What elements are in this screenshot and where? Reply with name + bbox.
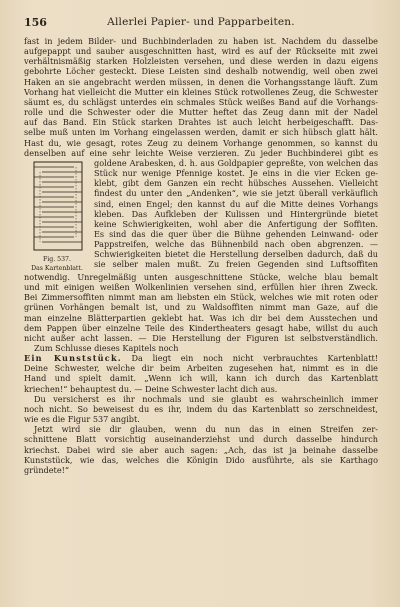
text-line: Haken an sie angebracht werden müssen, in denen die Vorhangsstange läuft. Zum [24, 76, 378, 87]
text-line: wie es die Figur 537 angibt. [24, 414, 140, 425]
body-text [24, 36, 378, 475]
text-line: Jetzt wird sie dir glauben, wenn du nun das in einen Streifen zer- [34, 424, 378, 435]
text-line: selbe muß unten im Vorhang eingelassen werden, damit er sich hübsch glatt hält. [24, 127, 378, 138]
text-line: findest du unter den „Andenken“, wie sie jetzt überall verkäuflich [94, 188, 378, 199]
text-line: keine Schwierigkeiten, wohl aber die Anfertigung der Soffiten. [94, 218, 378, 229]
text-line: noch nicht. So beweisest du es ihr, indem du das Kartenblatt so zerschneidest, [24, 403, 378, 414]
text-line: notwendig. Unregelmäßig unten ausgeschnittene Stücke, welche blau bemalt [24, 271, 378, 282]
page-header [24, 14, 378, 36]
running-head: Allerlei Papier- und Papparbeiten. [107, 16, 295, 28]
text-line: und mit einigen weißen Wolkenlinien versehen sind, erfüllen hier ihren Zweck. [24, 282, 378, 293]
paragraph-bottom [24, 272, 378, 475]
text-line: Es sind das die quer über die Bühne gehenden Leinwand- oder [94, 228, 378, 239]
text-line: Zum Schlusse dieses Kapitels noch [34, 342, 179, 353]
text-line: gründete!“ [24, 464, 70, 475]
heading-line-text: Da liegt ein noch nicht verbrauchtes Kartenblatt! [131, 353, 378, 364]
text-line: dem Pappen über einzelne Teile des Kindertheaters gesagt habe, willst du auch [24, 322, 378, 333]
section-heading-line [24, 353, 378, 363]
text-line: Vorhang hat vielleicht die Mutter ein kleines Stück rotwollenes Zeug, die Schwester [24, 86, 378, 97]
text-line: man einzelne Blätterpartien geklebt hat. Was ich dir bei dem Ausstechen und [24, 312, 378, 323]
text-line: grünen Vorhängen bemalt ist, und zu Waldsoffiten nimmt man Gaze, auf die [24, 302, 378, 313]
text-line: kriechst. Dabei wird sie aber auch sagen: „Ach, das ist ja beinahe dasselbe [24, 444, 378, 455]
text-line: goldene Arabesken, d. h. aus Goldpapier gepreßte, von welchen das [94, 157, 378, 168]
text-line: Du versicherst es ihr nochmals und sie glaubt es wahrscheinlich immer [34, 393, 378, 404]
text-line: Kunststück, wie das, welches die Königin Dido ausführte, als sie Karthago [24, 454, 378, 465]
text-line: gebohrte Löcher gesteckt. Diese Leisten sind deshalb notwendig, weil oben zwei [24, 66, 378, 77]
section-heading: Ein Kunststück. [24, 353, 122, 364]
text-line: denselben auf eine sehr leichte Weise verzieren. Zu jeder Buchbinderei gibt es [24, 147, 378, 158]
card-cut-diagram [32, 160, 84, 254]
text-line: sie selber malen mußt. Zu freien Gegenden sind Luftsoffiten [94, 259, 378, 270]
text-line: Deine Schwester, welche dir beim Arbeiten zugesehen hat, nimmt es in die [24, 363, 378, 374]
text-line: Pappstreifen, welche das Bühnenbild nach oben abgrenzen. — [94, 239, 378, 250]
text-line: sind, einen Engel; den kannst du auf die Mitte deines Vorhangs [94, 198, 378, 209]
text-line: säumt es, du schlägst unterdes ein schmales Stück weißes Band auf die Vorhangs- [24, 96, 378, 107]
text-line: kleben. Das Aufkleben der Kulissen und Hintergründe bietet [94, 208, 378, 219]
page-number: 156 [24, 16, 47, 29]
text-line: nicht außer acht lassen. — Die Herstellung der Figuren ist selbstverständlich. [24, 332, 378, 343]
figure-537 [24, 158, 94, 272]
text-line: auf das Band. Ein Stück starken Drahtes ist auch leicht herbeigeschafft. Das- [24, 117, 378, 128]
text-line: fast in jedem Bilder- und Buchbinderladen zu haben ist. Nachdem du dasselbe [24, 36, 378, 46]
text-line: verhältnismäßig starken Holzleisten versehen, und diese werden in dazu eigens [24, 56, 378, 67]
text-line: schnittene Blatt vorsichtig auseinanderziehst und durch dasselbe hindurch [24, 434, 378, 445]
text-line: kriechen!“ behauptest du. — Deine Schwester lacht dich aus. [24, 383, 278, 394]
inset-text [94, 158, 378, 272]
paragraph-top [24, 36, 378, 158]
figure-number: Fig. 537. [43, 255, 71, 263]
text-line: Hand und spielt damit. „Wenn ich will, kann ich durch das Kartenblatt [24, 373, 378, 384]
text-line: Hast du, wie gesagt, rotes Zeug zu deinem Vorhange genommen, so kannst du [24, 137, 378, 148]
text-line: Bei Zimmersoffiten nimmt man am liebsten ein Stück, welches wie mit roten oder [24, 292, 378, 303]
text-line: klebt, gibt dem Ganzen ein recht hübsches Aussehen. Vielleicht [94, 178, 378, 189]
text-line: aufgepappt und sauber ausgeschnitten hast, wird es auf der Rückseite mit zwei [24, 46, 378, 57]
figure-caption: Das Kartenblatt. [31, 264, 83, 272]
text-line: rolle und die Schwester oder die Mutter heftet das Zeug dann mit der Nadel [24, 107, 378, 118]
text-line: Stück nur wenige Pfennige kostet. Je eins in die vier Ecken ge- [94, 168, 378, 179]
text-line: Schwierigkeiten bietet die Herstellung derselben dadurch, daß du [94, 249, 378, 260]
figure-inset-block [24, 158, 378, 272]
